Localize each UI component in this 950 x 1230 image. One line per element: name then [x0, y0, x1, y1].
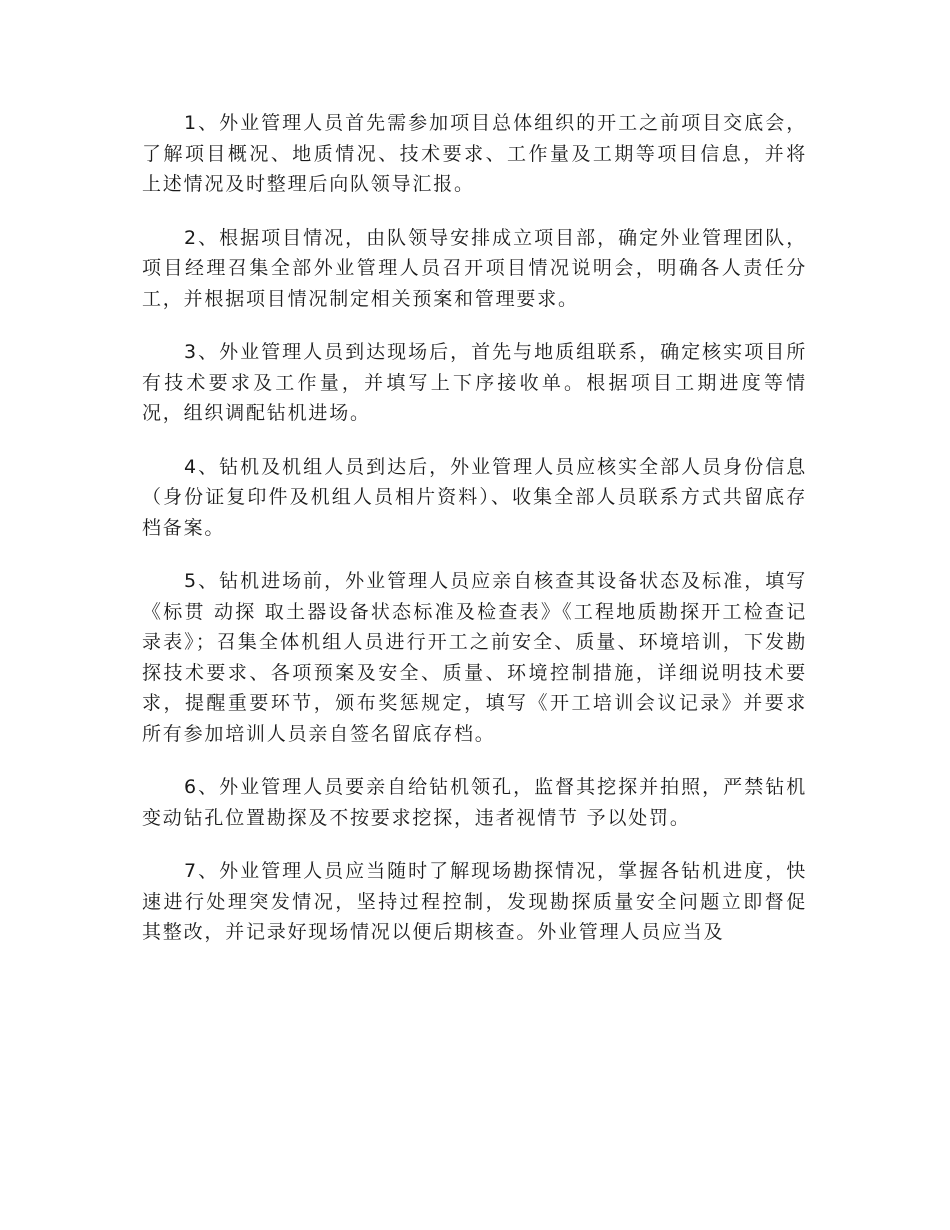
document-body [142, 108, 807, 971]
paragraph-1: 1、外业管理人员首先需参加项目总体组织的开工之前项目交底会，了解项目概况、地质情况、技术要求、工作量及工期等项目信息，并将上述情况及时整理后向队领导汇报。 [142, 112, 807, 195]
paragraph-7: 7、外业管理人员应当随时了解现场勘探情况，掌握各钻机进度，快速进行处理突发情况，坚持过程控制，发现勘探质量安全问题立即督促其整改，并记录好现场情况以便后期核查。外业管理人员应当及 [142, 860, 807, 943]
paragraph-2: 2、根据项目情况，由队领导安排成立项目部，确定外业管理团队，项目经理召集全部外业管理人员召开项目情况说明会，明确各人责任分工，并根据项目情况制定相关预案和管理要求。 [142, 226, 807, 310]
paragraph-4: 4、钻机及机组人员到达后，外业管理人员应核实全部人员身份信息（身份证复印件及机组人员相片资料）、收集全部人员联系方式共留底存档备案。 [142, 455, 807, 539]
paragraph-6: 6、外业管理人员要亲自给钻机领孔，监督其挖探并拍照，严禁钻机变动钻孔位置勘探及不按要求挖探，违者视情节 予以处罚。 [142, 776, 807, 829]
paragraph-5: 5、钻机进场前，外业管理人员应亲自核查其设备状态及标准，填写《标贯 动探 取土器设备状态标准及检查表》《工程地质勘探开工检查记录表》；召集全体机组人员进行开工之前安全、质量、环境培训，下发勘探技术要求、各项预案及安全、质量、环境控制措施，详细说明技术要求，提醒重要环节，颁布奖惩规定，填写《开工培训会议记录》并要求所有参加培训人员亲自签名留底存档。 [142, 570, 807, 745]
paragraph-3: 3、外业管理人员到达现场后，首先与地质组联系，确定核实项目所有技术要求及工作量，并填写上下序接收单。根据项目工期进度等情况，组织调配钻机进场。 [142, 341, 807, 424]
